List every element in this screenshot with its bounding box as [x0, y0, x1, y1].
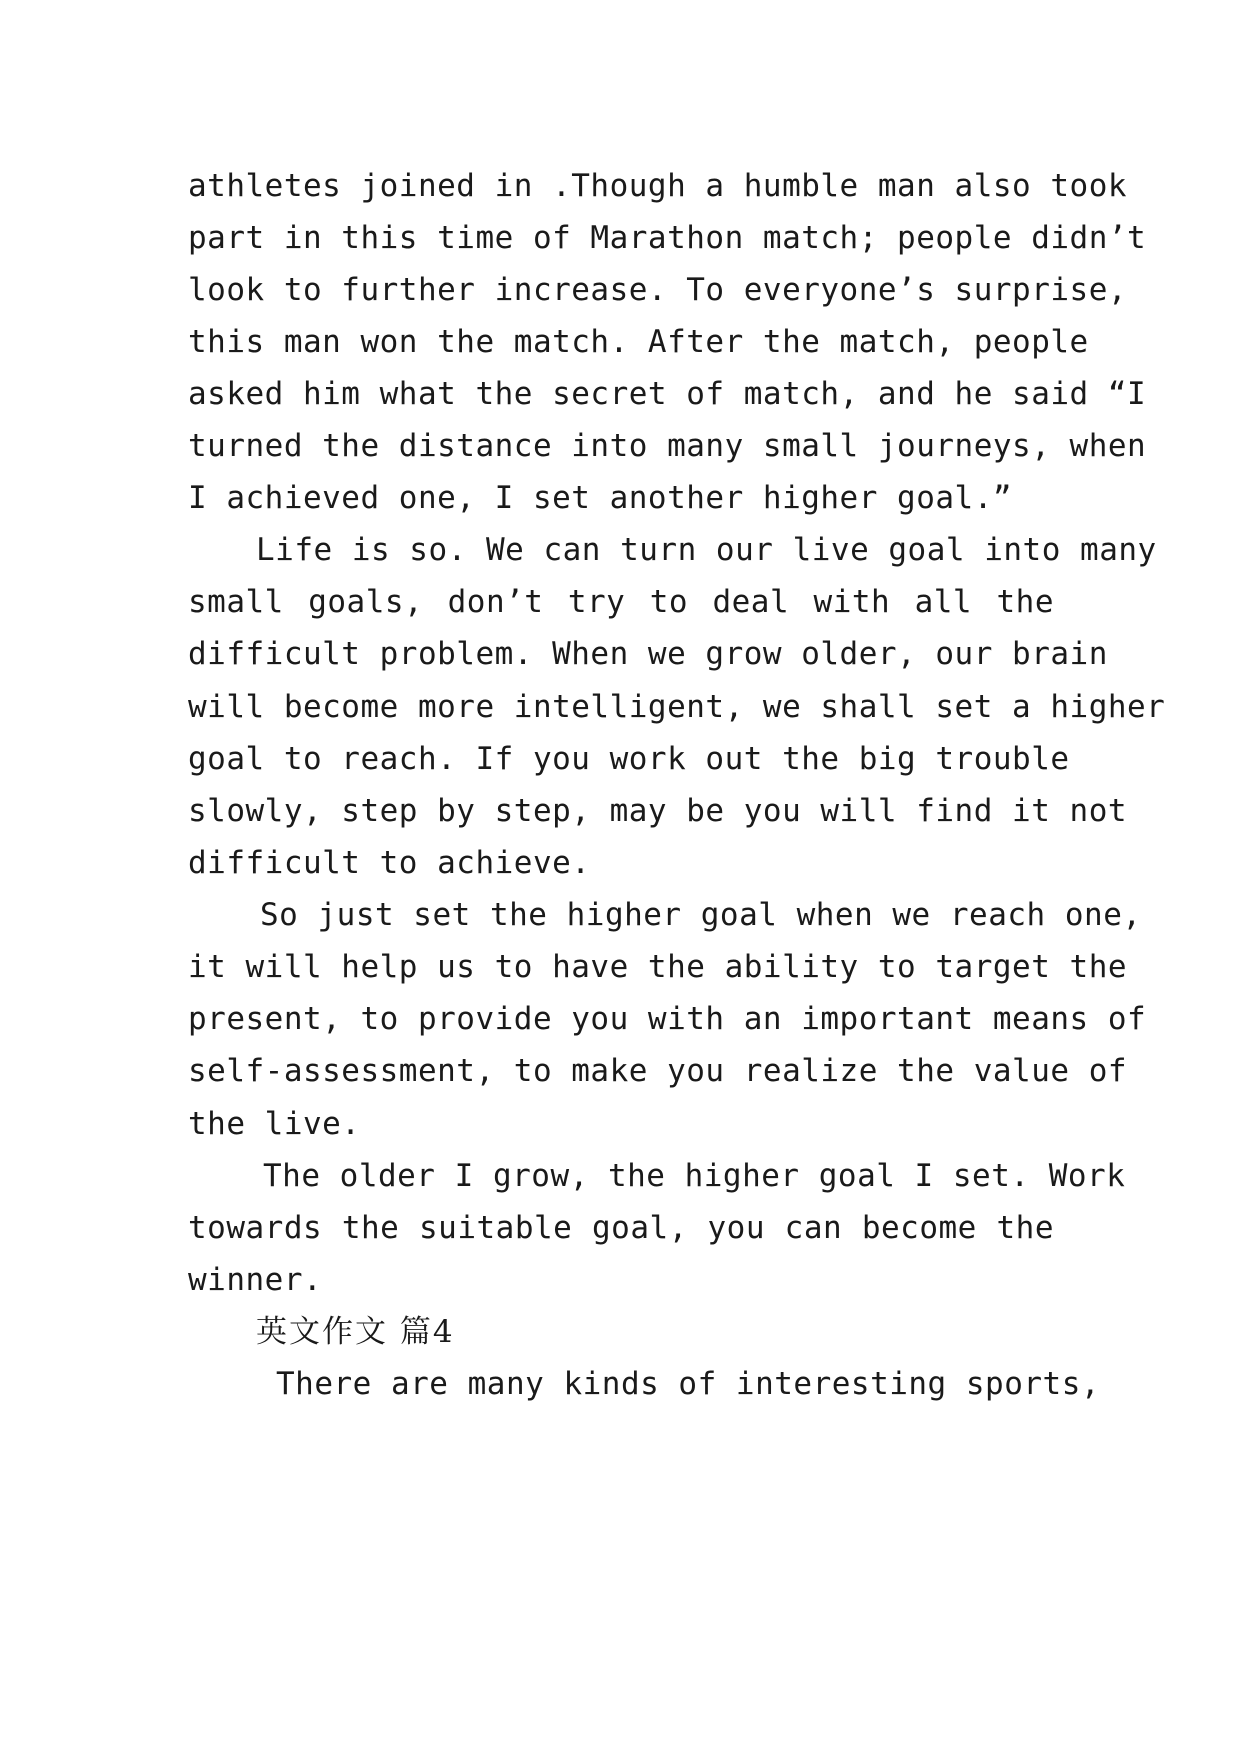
text-line: asked him what the secret of match, and he said “I — [188, 376, 1147, 412]
text-line: present, to provide you with an important means of — [188, 1001, 1147, 1037]
text-line: turned the distance into many small journeys, when — [188, 428, 1147, 464]
text-line: slowly, step by step, may be you will find it not — [188, 793, 1128, 829]
text-line: part in this time of Marathon match; people didn’t — [188, 220, 1147, 256]
section-heading: 英文作文 篇4 — [256, 1314, 455, 1350]
text-line: winner. — [188, 1262, 323, 1298]
text-line: self-assessment, to make you realize the value of — [188, 1053, 1128, 1089]
text-line: There are many kinds of interesting sports, — [276, 1366, 1101, 1402]
text-line: I achieved one, I set another higher goal.” — [188, 480, 1013, 516]
text-line: athletes joined in .Though a humble man also took — [188, 168, 1128, 204]
text-line: look to further increase. To everyone’s surprise, — [188, 272, 1128, 308]
text-line: difficult to achieve. — [188, 845, 591, 881]
text-line: goal to reach. If you work out the big trouble — [188, 741, 1070, 777]
text-line: small goals, don’t try to deal with all the — [188, 584, 1054, 620]
text-line: Life is so. We can turn our live goal into many — [256, 532, 1157, 568]
text-line: the live. — [188, 1106, 361, 1142]
text-line: towards the suitable goal, you can become the — [188, 1210, 1054, 1246]
text-line: will become more intelligent, we shall set a higher — [188, 689, 1166, 725]
text-line: difficult problem. When we grow older, our brain — [188, 636, 1108, 672]
text-line: The older I grow, the higher goal I set. Work — [263, 1158, 1126, 1194]
text-line: this man won the match. After the match, people — [188, 324, 1089, 360]
text-line: it will help us to have the ability to target the — [188, 949, 1128, 985]
text-line: So just set the higher goal when we reach one, — [260, 897, 1142, 933]
